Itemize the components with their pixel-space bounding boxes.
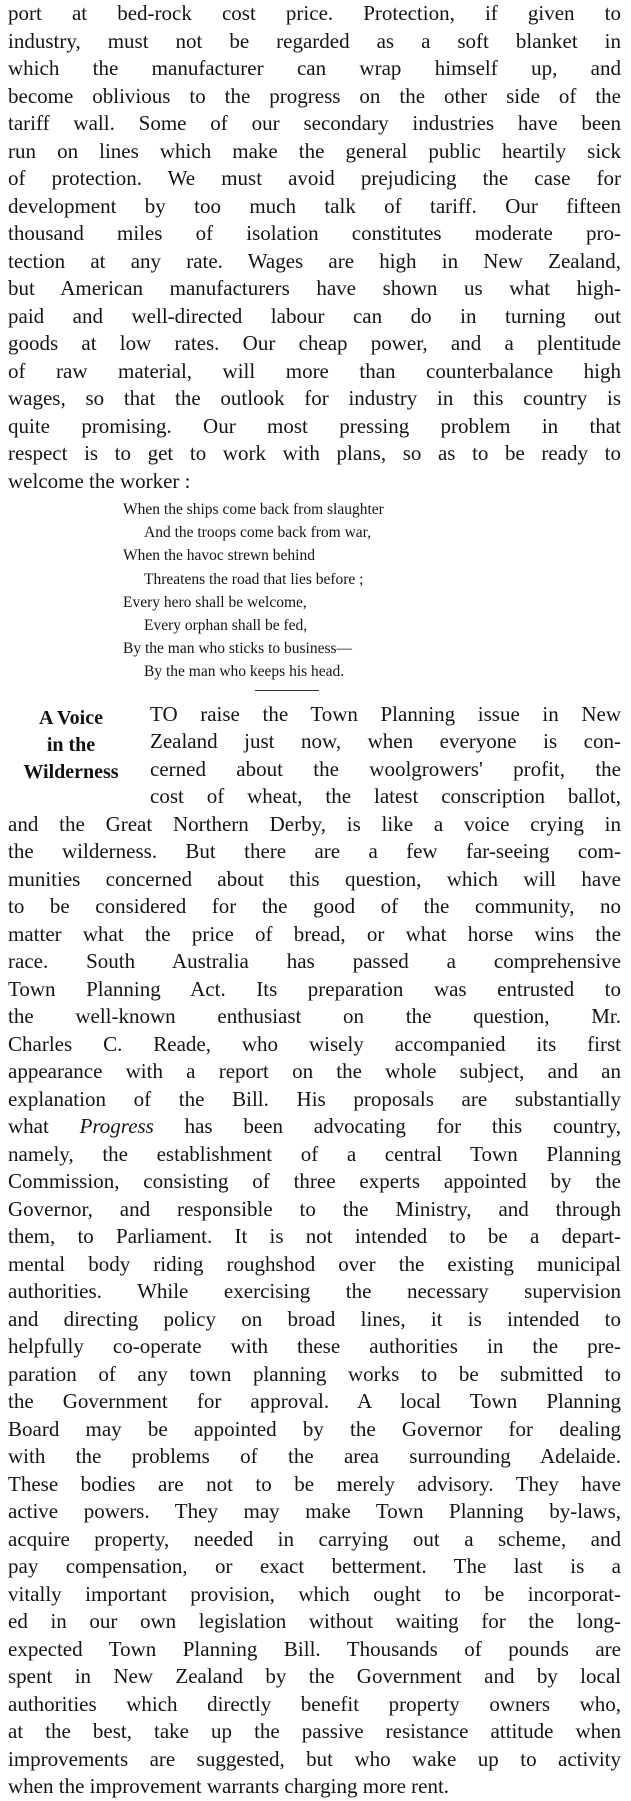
verse-line: When the ships come back from slaughter (123, 501, 384, 518)
text-line: race. South Australia has passed a comprehensive (8, 949, 621, 974)
verse-line: Every orphan shall be fed, (144, 617, 308, 635)
verse-block (8, 498, 621, 684)
text-line: with the problems of the area surrounding Adelaide. (8, 1444, 621, 1469)
verse-line: By the man who keeps his head. (144, 663, 345, 681)
document-page (8, 0, 621, 1801)
text-line: the well-known enthusiast on the question, Mr. (8, 1004, 621, 1029)
text-line-with-italic (8, 1113, 621, 1141)
verse-line: Every hero shall be welcome, (123, 593, 307, 611)
text-line: thousand miles of isolation constitutes moderate pro- (8, 221, 621, 245)
text-line: authorities. While exercising the necessary supervision (8, 1279, 621, 1304)
side-heading-line: A Voice (39, 706, 103, 729)
text-line: matter what the price of bread, or what horse wins the (8, 921, 621, 946)
text-line: Zealand just now, when everyone is con- (150, 729, 621, 754)
text-line: industry, must not be regarded as a soft blanket in (8, 28, 621, 53)
text-line: and directing policy on broad lines, it is intended to (8, 1306, 621, 1331)
text-line: acquire property, needed in carrying out a scheme, and (8, 1526, 621, 1551)
text-line: Charles C. Reade, who wisely accompanied its first (8, 1031, 621, 1056)
body-paragraph (8, 811, 621, 1801)
text-line: goods at low rates. Our cheap power, and a plentitude (8, 331, 621, 355)
text-line: munities concerned about this question, which will have (8, 866, 621, 891)
text-fragment: what (8, 1114, 80, 1139)
text-line: paration of any town planning works to be submitted to (8, 1361, 621, 1386)
text-line: cost of wheat, the latest conscription ballot, (150, 784, 621, 809)
text-line: spent in New Zealand by the Government and by local (8, 1664, 621, 1689)
text-line: mental body riding roughshod over the existing municipal (8, 1251, 621, 1276)
text-line: to be considered for the good of the community, no (8, 894, 621, 919)
text-line: welcome the worker : (8, 468, 191, 493)
text-line: become oblivious to the progress on the other side of the (8, 83, 621, 108)
text-line: tection at any rate. Wages are high in New Zealand, (8, 248, 621, 273)
text-line: and the Great Northern Derby, is like a voice crying in (8, 811, 621, 836)
text-line: active powers. They may make Town Planning by-laws, (8, 1499, 621, 1524)
text-line: vitally important provision, which ought to be incorporat- (8, 1581, 621, 1606)
text-line: Governor, and responsible to the Ministry, and through (8, 1196, 621, 1221)
text-line: Commission, consisting of three experts appointed by the (8, 1169, 621, 1194)
text-line: appearance with a report on the whole subject, and an (8, 1059, 621, 1084)
text-line: but American manufacturers have shown us what high- (8, 276, 621, 300)
verse-line: Threatens the road that lies before ; (144, 570, 364, 588)
verse-line: And the troops come back from war, (144, 524, 372, 542)
text-line: Board may be appointed by the Governor for dealing (8, 1416, 621, 1441)
text-line: cerned about the woolgrowers' profit, the (150, 756, 621, 781)
text-line: namely, the establishment of a central Town Planning (8, 1141, 621, 1166)
text-line: explanation of the Bill. His proposals are substantially (8, 1086, 621, 1111)
text-line: them, to Parliament. It is not intended to be a depart- (8, 1224, 621, 1249)
text-line: run on lines which make the general public heartily sick (8, 138, 621, 163)
intro-paragraph (8, 0, 621, 495)
voice-in-wilderness-section (8, 701, 621, 1801)
text-line: when the improvement warrants charging more rent. (8, 1774, 450, 1799)
text-fragment: has been advocating for this country, (153, 1114, 621, 1139)
text-line: tariff wall. Some of our secondary industries have been (8, 111, 621, 135)
text-line: expected Town Planning Bill. Thousands of pounds are (8, 1636, 621, 1661)
text-line: authorities which directly benefit property owners who, (8, 1691, 621, 1716)
text-line: respect is to get to work with plans, so as to be ready to (8, 441, 621, 465)
side-heading (8, 705, 134, 786)
side-heading-line: Wilderness (23, 760, 119, 783)
opening-paragraph (150, 701, 621, 811)
verse-line: By the man who sticks to business— (123, 640, 353, 658)
text-line: the wilderness. But there are a few far-seeing com- (8, 839, 621, 864)
text-line: These bodies are not to be merely advisory. They have (8, 1471, 621, 1496)
text-line: improvements are suggested, but who wake up to activity (8, 1746, 621, 1771)
text-line: pay compensation, or exact betterment. The last is a (8, 1554, 621, 1579)
text-line: paid and well-directed labour can do in turning out (8, 303, 621, 328)
text-line: at the best, take up the passive resistance attitude when (8, 1719, 621, 1744)
text-line: helpfully co-operate with these authorities in the pre- (8, 1334, 621, 1359)
text-line: development by too much talk of tariff. Our fifteen (8, 193, 621, 218)
side-heading-line: in the (46, 733, 96, 756)
text-line: which the manufacturer can wrap himself up, and (8, 56, 621, 80)
verse-line: When the havoc strewn behind (123, 547, 315, 565)
text-line: wages, so that the outlook for industry in this country is (8, 386, 621, 410)
text-line: Town Planning Act. Its preparation was entrusted to (8, 976, 621, 1001)
opening-lines (150, 701, 621, 811)
text-line: of raw material, will more than counterbalance high (8, 358, 621, 383)
text-line: TO raise the Town Planning issue in New (150, 701, 621, 726)
text-line: port at bed-rock cost price. Protection, if given to (8, 1, 621, 25)
text-line: the Government for approval. A local Town Planning (8, 1389, 621, 1414)
text-line: ed in our own legislation without waiting for the long- (8, 1609, 621, 1634)
text-line: quite promising. Our most pressing problem in that (8, 413, 621, 438)
text-line: of protection. We must avoid prejudicing the case for (8, 166, 621, 190)
publication-title: Progress (79, 1114, 154, 1139)
section-divider (255, 690, 319, 691)
